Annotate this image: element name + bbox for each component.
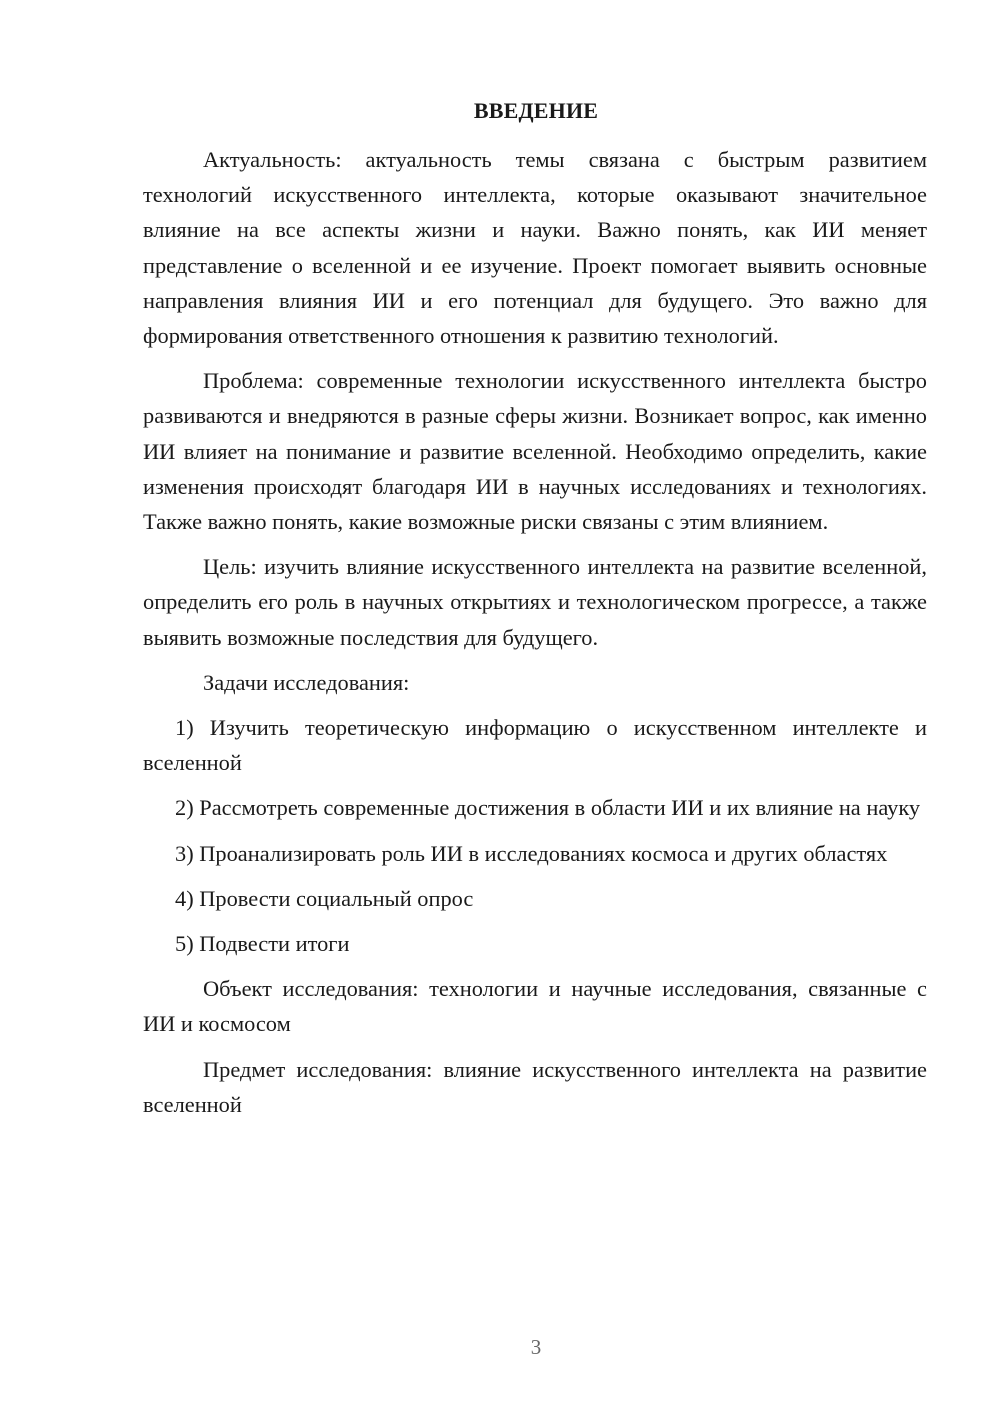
tasks-heading: Задачи исследования:	[203, 669, 410, 695]
page-number: 3	[530, 1335, 542, 1359]
task-item: 1) Изучить теоретическую информацию о искусственном интеллекте и вселенной	[143, 715, 927, 776]
page-title: ВВЕДЕНИЕ	[473, 98, 599, 123]
task-item: 2) Рассмотреть современные достижения в области ИИ и их влияние на науку	[175, 795, 921, 821]
object-paragraph: Объект исследования: технологии и научные исследования, связанные с ИИ и космосом	[143, 976, 927, 1037]
task-item: 3) Проанализировать роль ИИ в исследованиях космоса и других областях	[175, 840, 888, 866]
task-item: 4) Провести социальный опрос	[175, 885, 474, 911]
relevance-paragraph: Актуальность: актуальность темы связана с быстрым развитием технологий искусственного интеллекта, которые оказывают значительное влияние на все аспекты жизни и науки. Важно понять, как ИИ меняет представление о вселенной и ее изучение. Проект помогает выявить основные направления влияния ИИ и его потенциал для будущего. Это важно для формирования ответственного отношения к развитию технологий.	[143, 147, 927, 349]
page-content	[143, 142, 927, 1132]
problem-paragraph: Проблема: современные технологии искусственного интеллекта быстро развиваются и внедряются в разные сферы жизни. Возникает вопрос, как именно ИИ влияет на понимание и развитие вселенной. Необходимо определить, какие изменения происходят благодаря ИИ в научных исследованиях и технологиях. Также важно понять, какие возможные риски связаны с этим влиянием.	[143, 368, 927, 535]
goal-paragraph: Цель: изучить влияние искусственного интеллекта на развитие вселенной, определить его роль в научных открытиях и технологическом прогрессе, а также выявить возможные последствия для будущего.	[143, 554, 927, 650]
task-item: 5) Подвести итоги	[175, 931, 350, 957]
subject-paragraph: Предмет исследования: влияние искусственного интеллекта на развитие вселенной	[143, 1056, 927, 1117]
